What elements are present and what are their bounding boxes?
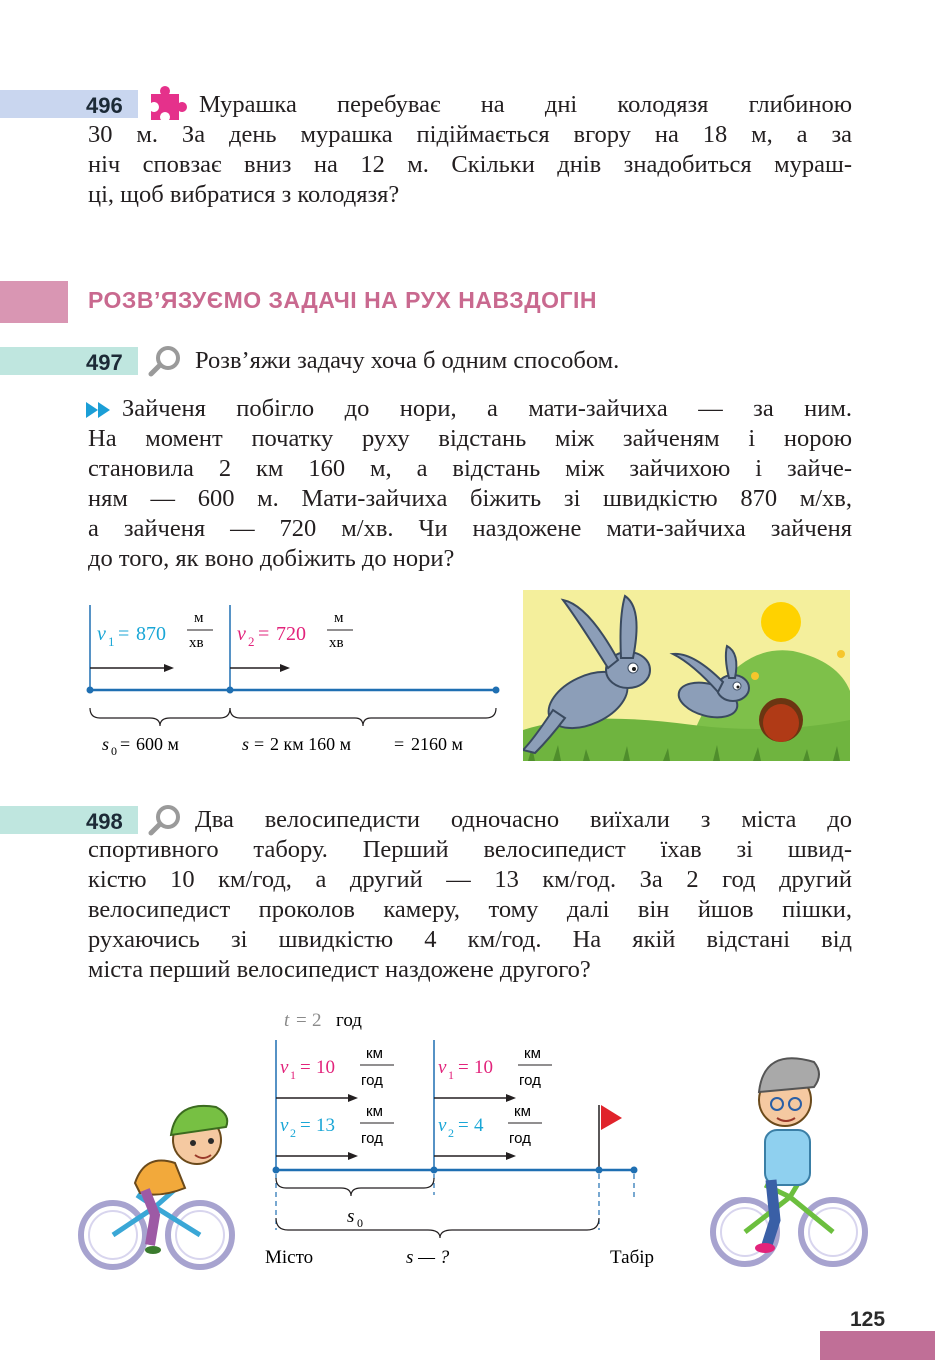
v1-value: 870 — [136, 623, 166, 645]
svg-text:v: v — [280, 1057, 289, 1078]
s-question: s — ? — [406, 1247, 450, 1268]
task-497-line-3: становила 2 км 160 м, а відстань між зайчихою і зайче- — [88, 455, 852, 482]
v2-unit-num: м — [334, 610, 344, 626]
svg-text:=: = — [300, 1115, 311, 1136]
magnifier-icon — [148, 345, 184, 377]
svg-text:=: = — [254, 734, 265, 754]
v1-unit-num: м — [194, 610, 204, 626]
cyclist-right-illustration — [705, 1020, 870, 1270]
task-497-line-2: На момент початку руху відстань між зайченям і норою — [88, 425, 852, 452]
svg-text:км: км — [514, 1103, 531, 1120]
v1-label: v — [97, 623, 106, 645]
svg-text:год: год — [519, 1072, 541, 1089]
s0-sub: 0 — [111, 744, 117, 758]
task-497-line-1: Зайченя побігло до нори, а мати-зайчиха — за ним. — [122, 395, 852, 422]
s-label: s — [242, 734, 250, 754]
section-heading-band — [0, 281, 68, 323]
magnifier-icon — [148, 804, 184, 836]
svg-text:2: 2 — [290, 1126, 296, 1140]
task-497-line-6: до того, як воно добіжить до нори? — [88, 545, 455, 572]
svg-text:км: км — [366, 1045, 383, 1062]
v2-sub: 2 — [248, 634, 255, 649]
task-498-line-4: велосипедист проколов камеру, тому далі він йшов пішки, — [88, 896, 852, 923]
hares-illustration — [523, 590, 850, 761]
section-heading: РОЗВ’ЯЗУЄМО ЗАДАЧІ НА РУХ НАВЗДОГІН — [88, 287, 598, 313]
v2-unit-den: хв — [329, 635, 344, 651]
cyclists-diagram — [260, 1000, 680, 1275]
task-496-line-3: ніч сповзає вниз на 12 м. Скільки днів знадобиться мураш- — [88, 151, 852, 178]
svg-text:км: км — [366, 1103, 383, 1120]
v1-sub: 1 — [108, 634, 115, 649]
svg-text:=: = — [458, 1057, 469, 1078]
v2-value: 720 — [276, 623, 306, 645]
svg-text:год: год — [361, 1130, 383, 1147]
v2-label: v — [237, 623, 246, 645]
svg-text:v: v — [280, 1115, 289, 1136]
task-496-line-1: Мурашка перебуває на дні колодязя глибиною — [199, 91, 852, 118]
svg-text:=: = — [296, 1010, 307, 1031]
double-arrow-icon — [86, 400, 114, 420]
task-497-line-4: ням — 600 м. Мати-зайчиха біжить зі швидкістю 870 м/хв, — [88, 485, 852, 512]
v2b-value: 4 — [474, 1115, 484, 1136]
svg-text:1: 1 — [290, 1068, 296, 1082]
task-498-line-1: Два велосипедисти одночасно виїхали з міста до — [195, 806, 852, 833]
task-498-line-6: міста перший велосипедист наздожене другого? — [88, 956, 591, 983]
svg-text:=: = — [300, 1057, 311, 1078]
task-498-line-3: кістю 10 км/год, а другий — 13 км/год. За 2 год другий — [88, 866, 852, 893]
svg-text:=: = — [118, 623, 130, 645]
s-value: 2 км 160 м — [270, 734, 352, 754]
cyclist-left-illustration — [75, 1085, 240, 1270]
s0-value: 600 м — [136, 734, 179, 754]
svg-text:1: 1 — [448, 1068, 454, 1082]
t-unit: год — [336, 1010, 362, 1031]
t-label: t — [284, 1010, 290, 1031]
svg-text:=: = — [458, 1115, 469, 1136]
v1a-value: 10 — [316, 1057, 335, 1078]
task-497-intro: Розв’яжи задачу хоча б одним способом. — [195, 347, 620, 374]
task-498-line-5: рухаючись зі швидкістю 4 км/год. На якій відстані від — [88, 926, 852, 953]
s-total: 2160 м — [411, 734, 463, 754]
svg-text:=: = — [258, 623, 270, 645]
task-497-line-5: а зайченя — 720 м/хв. Чи наздожене мати-зайчиха зайченя — [88, 515, 852, 542]
v1-unit-den: хв — [189, 635, 204, 651]
svg-text:s: s — [347, 1206, 355, 1227]
start-label: Місто — [265, 1247, 314, 1268]
svg-text:0: 0 — [357, 1216, 363, 1230]
svg-text:год: год — [509, 1130, 531, 1147]
end-label: Табір — [610, 1247, 655, 1268]
task-496-number: 496 — [86, 93, 123, 118]
page-number: 125 — [850, 1308, 886, 1331]
svg-text:2: 2 — [448, 1126, 454, 1140]
task-496-line-4: ці, щоб вибратися з колодязя? — [88, 181, 400, 208]
svg-text:v: v — [438, 1115, 447, 1136]
svg-text:км: км — [524, 1045, 541, 1062]
task-496-line-2: 30 м. За день мурашка підіймається вгору на 18 м, а за — [88, 121, 852, 148]
page-number-band — [820, 1331, 935, 1360]
svg-text:год: год — [361, 1072, 383, 1089]
task-497-number: 497 — [86, 350, 123, 375]
svg-text:=: = — [120, 734, 131, 754]
hare-motion-diagram — [80, 600, 510, 770]
v2a-value: 13 — [316, 1115, 335, 1136]
v1b-value: 10 — [474, 1057, 493, 1078]
task-498-line-2: спортивного табору. Перший велосипедист їхав зі швид- — [88, 836, 852, 863]
svg-text:v: v — [438, 1057, 447, 1078]
task-498-number: 498 — [86, 809, 123, 834]
s0-label: s — [102, 734, 110, 754]
svg-text:=: = — [394, 734, 405, 754]
t-value: 2 — [312, 1010, 322, 1031]
